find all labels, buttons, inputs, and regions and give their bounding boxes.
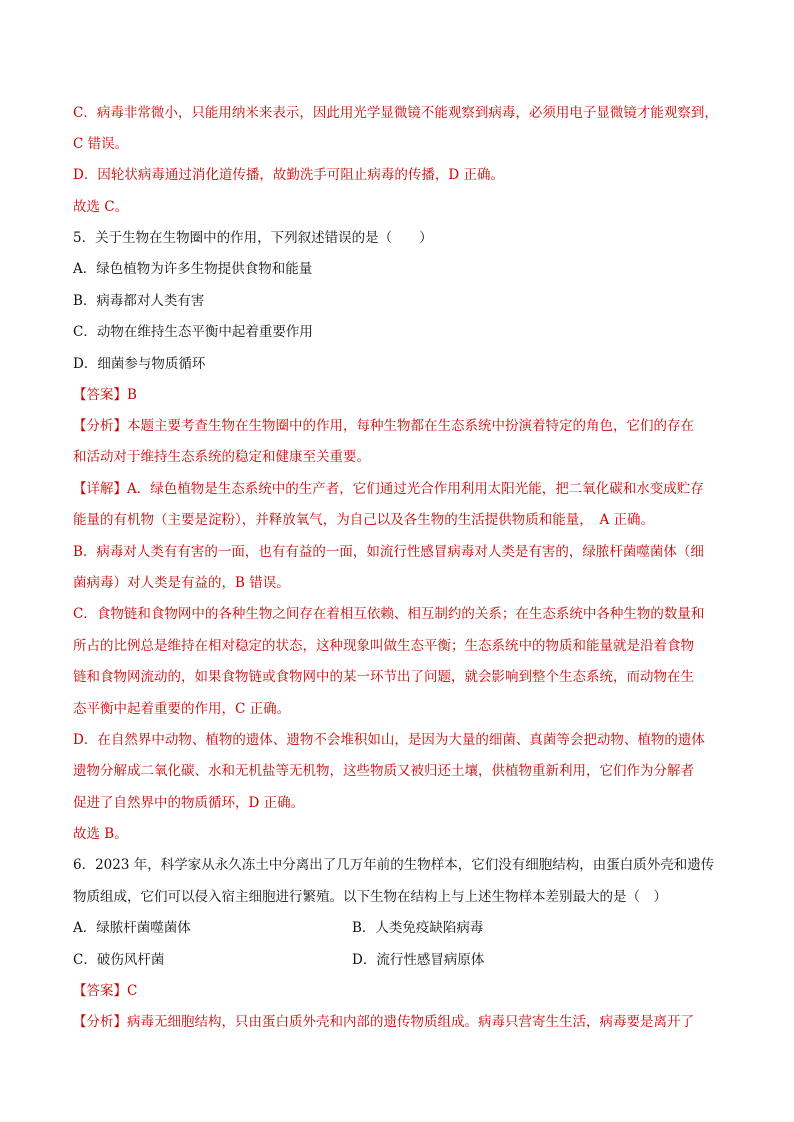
q6-answer — [73, 982, 137, 1000]
q5-answer — [73, 386, 137, 404]
q6-answer-tag: 【答案】 — [73, 983, 127, 999]
q6-option-c: C．破伤风杆菌 — [73, 952, 165, 968]
prev-conclusion: 故选 C。 — [73, 199, 129, 215]
q5-detail-b-line2: 菌病毒）对人类是有益的，B 错误。 — [73, 575, 290, 591]
q5-option-b: B．病毒都对人类有害 — [73, 293, 205, 309]
q5-conclusion: 故选 B。 — [73, 826, 128, 842]
q6-stem-line1: 6．2023 年，科学家从永久冻土中分离出了几万年前的生物样本，它们没有细胞结构，由蛋白质外壳和遗传 — [73, 857, 715, 873]
q6-answer-value: C — [127, 983, 138, 999]
q5-detail-c-line3: 链和食物网流动的，如果食物链或食物网中的某一环节出了问题，就会影响到整个生态系统，而动物在生 — [73, 669, 694, 685]
q5-analysis-tag: 【分析】 — [73, 418, 127, 434]
q6-option-d: D．流行性感冒病原体 — [352, 952, 485, 968]
q6-analysis-tag: 【分析】 — [73, 1014, 127, 1030]
prev-option-c-explanation-line2: C 错误。 — [73, 136, 129, 152]
q5-detail-b-line1: B．病毒对人类有有害的一面，也有有益的一面，如流行性感冒病毒对人类是有害的，绿脓杆菌噬菌体（细 — [73, 544, 704, 560]
q5-analysis-line2: 和活动对于维持生态系统的稳定和健康至关重要。 — [73, 449, 370, 465]
q6-stem-line2: 物质组成，它们可以侵入宿主细胞进行繁殖。以下生物在结构上与上述生物样本差别最大的是（ ） — [73, 889, 667, 905]
q5-option-a: A．绿色植物为许多生物提供食物和能量 — [73, 261, 313, 277]
prev-option-d-explanation: D．因轮状病毒通过消化道传播，故勤洗手可阻止病毒的传播，D 正确。 — [73, 167, 504, 183]
q6-option-a: A．绿脓杆菌噬菌体 — [73, 920, 191, 936]
q5-detail-c-line1: C．食物链和食物网中的各种生物之间存在着相互依赖、相互制约的关系；在生态系统中各种生物的数量和 — [73, 606, 705, 622]
q5-detail-a-text: A．绿色植物是生态系统中的生产者，它们通过光合作用利用太阳光能，把二氧化碳和水变成贮存 — [127, 481, 704, 497]
q5-detail-d-line2: 遗物分解成二氧化碳、水和无机盐等无机物，这些物质又被归还土壤，供植物重新利用，它们作为分解者 — [73, 763, 694, 779]
prev-option-c-explanation-line1: C．病毒非常微小，只能用纳米来表示，因此用光学显微镜不能观察到病毒，必须用电子显微镜才能观察到， — [73, 105, 718, 121]
q6-option-b: B．人类免疫缺陷病毒 — [352, 920, 484, 936]
q5-option-d: D．细菌参与物质循环 — [73, 356, 206, 372]
q5-detail-d-line1: D．在自然界中动物、植物的遗体、遗物不会堆积如山，是因为大量的细菌、真菌等会把动物、植物的遗体 — [73, 732, 705, 748]
q5-detail-tag: 【详解】 — [73, 481, 127, 497]
q5-detail-a-line1 — [73, 480, 704, 498]
q6-analysis-line1 — [73, 1013, 694, 1031]
q5-detail-c-line4: 态平衡中起着重要的作用，C 正确。 — [73, 701, 291, 717]
q5-detail-c-line2: 所占的比例总是维持在相对稳定的状态，这种现象叫做生态平衡；生态系统中的物质和能量就是沿着食物 — [73, 638, 694, 654]
q5-analysis-text: 本题主要考查生物在生物圈中的作用，每种生物都在生态系统中扮演着特定的角色，它们的存在 — [127, 418, 694, 434]
q5-answer-value: B — [127, 387, 137, 403]
q5-analysis-line1 — [73, 417, 694, 435]
q5-stem: 5．关于生物在生物圈中的作用，下列叙述错误的是（ ） — [73, 230, 433, 246]
q5-detail-d-line3: 促进了自然界中的物质循环，D 正确。 — [73, 795, 305, 811]
q5-answer-tag: 【答案】 — [73, 387, 127, 403]
q6-analysis-text: 病毒无细胞结构，只由蛋白质外壳和内部的遗传物质组成。病毒只营寄生生活，病毒要是离开了 — [127, 1014, 694, 1030]
q5-option-c: C．动物在维持生态平衡中起着重要作用 — [73, 324, 313, 340]
q5-detail-a-line2: 能量的有机物（主要是淀粉），并释放氧气，为自己以及各生物的生活提供物质和能量， A 正确。 — [73, 512, 655, 528]
